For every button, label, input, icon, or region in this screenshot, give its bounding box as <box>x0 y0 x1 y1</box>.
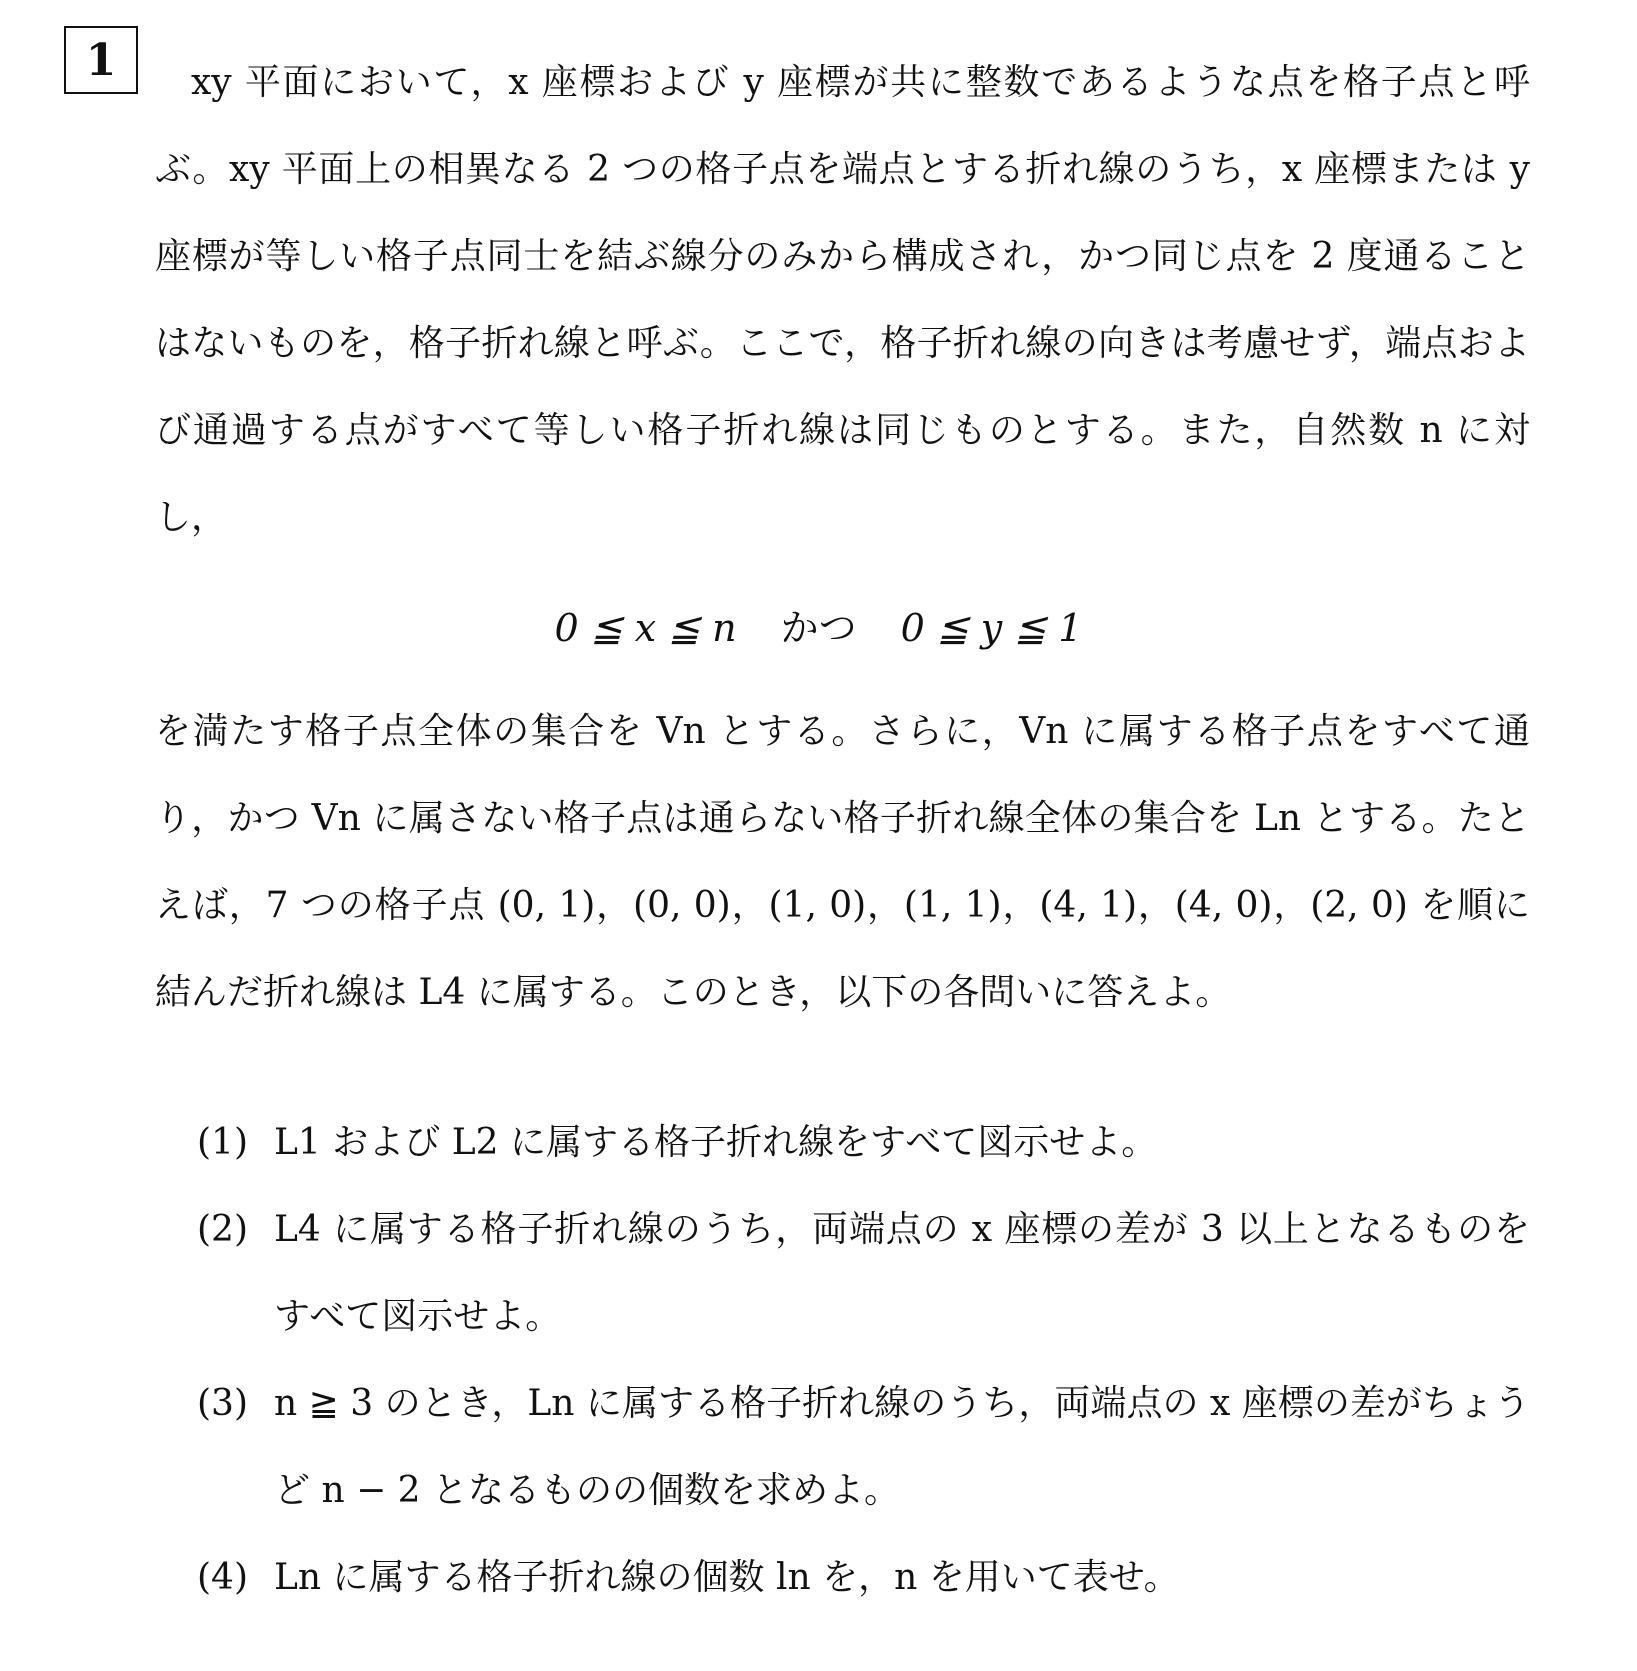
question-item <box>197 1534 1530 1621</box>
question-label: (2) <box>197 1209 248 1250</box>
question-label: (3) <box>197 1383 248 1424</box>
question-item <box>197 1099 1530 1186</box>
question-text: Ln に属する格子折れ線の個数 ln を，n を用いて表せ。 <box>274 1557 1180 1598</box>
question-list <box>197 1099 1530 1621</box>
problem-number-label: 1 <box>85 34 117 86</box>
problem-continuation-text: を満たす格子点全体の集合を Vn とする。さらに，Vn に属する格子点をすべて通り，かつ Vn に属さない格子点は通らない格子折れ線全体の集合を Ln とする。たとえば，7 つの格子点 (0, 1)，(0, 0)，(1, 0)，(1, 1)，(4, 1)，(4, 0)，(2, 0) を順に結んだ折れ線は L4 に属する。このとき，以下の各問いに答えよ。 <box>155 711 1530 1013</box>
question-item <box>197 1360 1530 1534</box>
question-label: (1) <box>197 1122 248 1163</box>
problem-continuation <box>155 688 1530 1036</box>
problem-number <box>64 26 138 94</box>
display-formula <box>0 588 1637 668</box>
problem-intro <box>155 39 1530 561</box>
question-item <box>197 1186 1530 1360</box>
question-text: n ≧ 3 のとき，Ln に属する格子折れ線のうち，両端点の x 座標の差がちょうど n − 2 となるものの個数を求めよ。 <box>274 1383 1530 1511</box>
question-label: (4) <box>197 1557 248 1598</box>
question-text: L1 および L2 に属する格子折れ線をすべて図示せよ。 <box>274 1122 1158 1163</box>
formula-left: 0 ≦ x ≦ n <box>554 606 737 650</box>
formula-connector: かつ <box>780 606 857 650</box>
problem-intro-text: xy 平面において，x 座標および y 座標が共に整数であるような点を格子点と呼ぶ。xy 平面上の相異なる 2 つの格子点を端点とする折れ線のうち，x 座標または y 座標が等しい格子点同士を結ぶ線分のみから構成され，かつ同じ点を 2 度通ることはないものを，格子折れ線と呼ぶ。ここで，格子折れ線の向きは考慮せず，端点および通過する点がすべて等しい格子折れ線は同じものとする。また，自然数 n に対し， <box>155 62 1530 538</box>
question-text: L4 に属する格子折れ線のうち，両端点の x 座標の差が 3 以上となるものをすべて図示せよ。 <box>274 1209 1530 1337</box>
formula-right: 0 ≦ y ≦ 1 <box>900 606 1083 650</box>
